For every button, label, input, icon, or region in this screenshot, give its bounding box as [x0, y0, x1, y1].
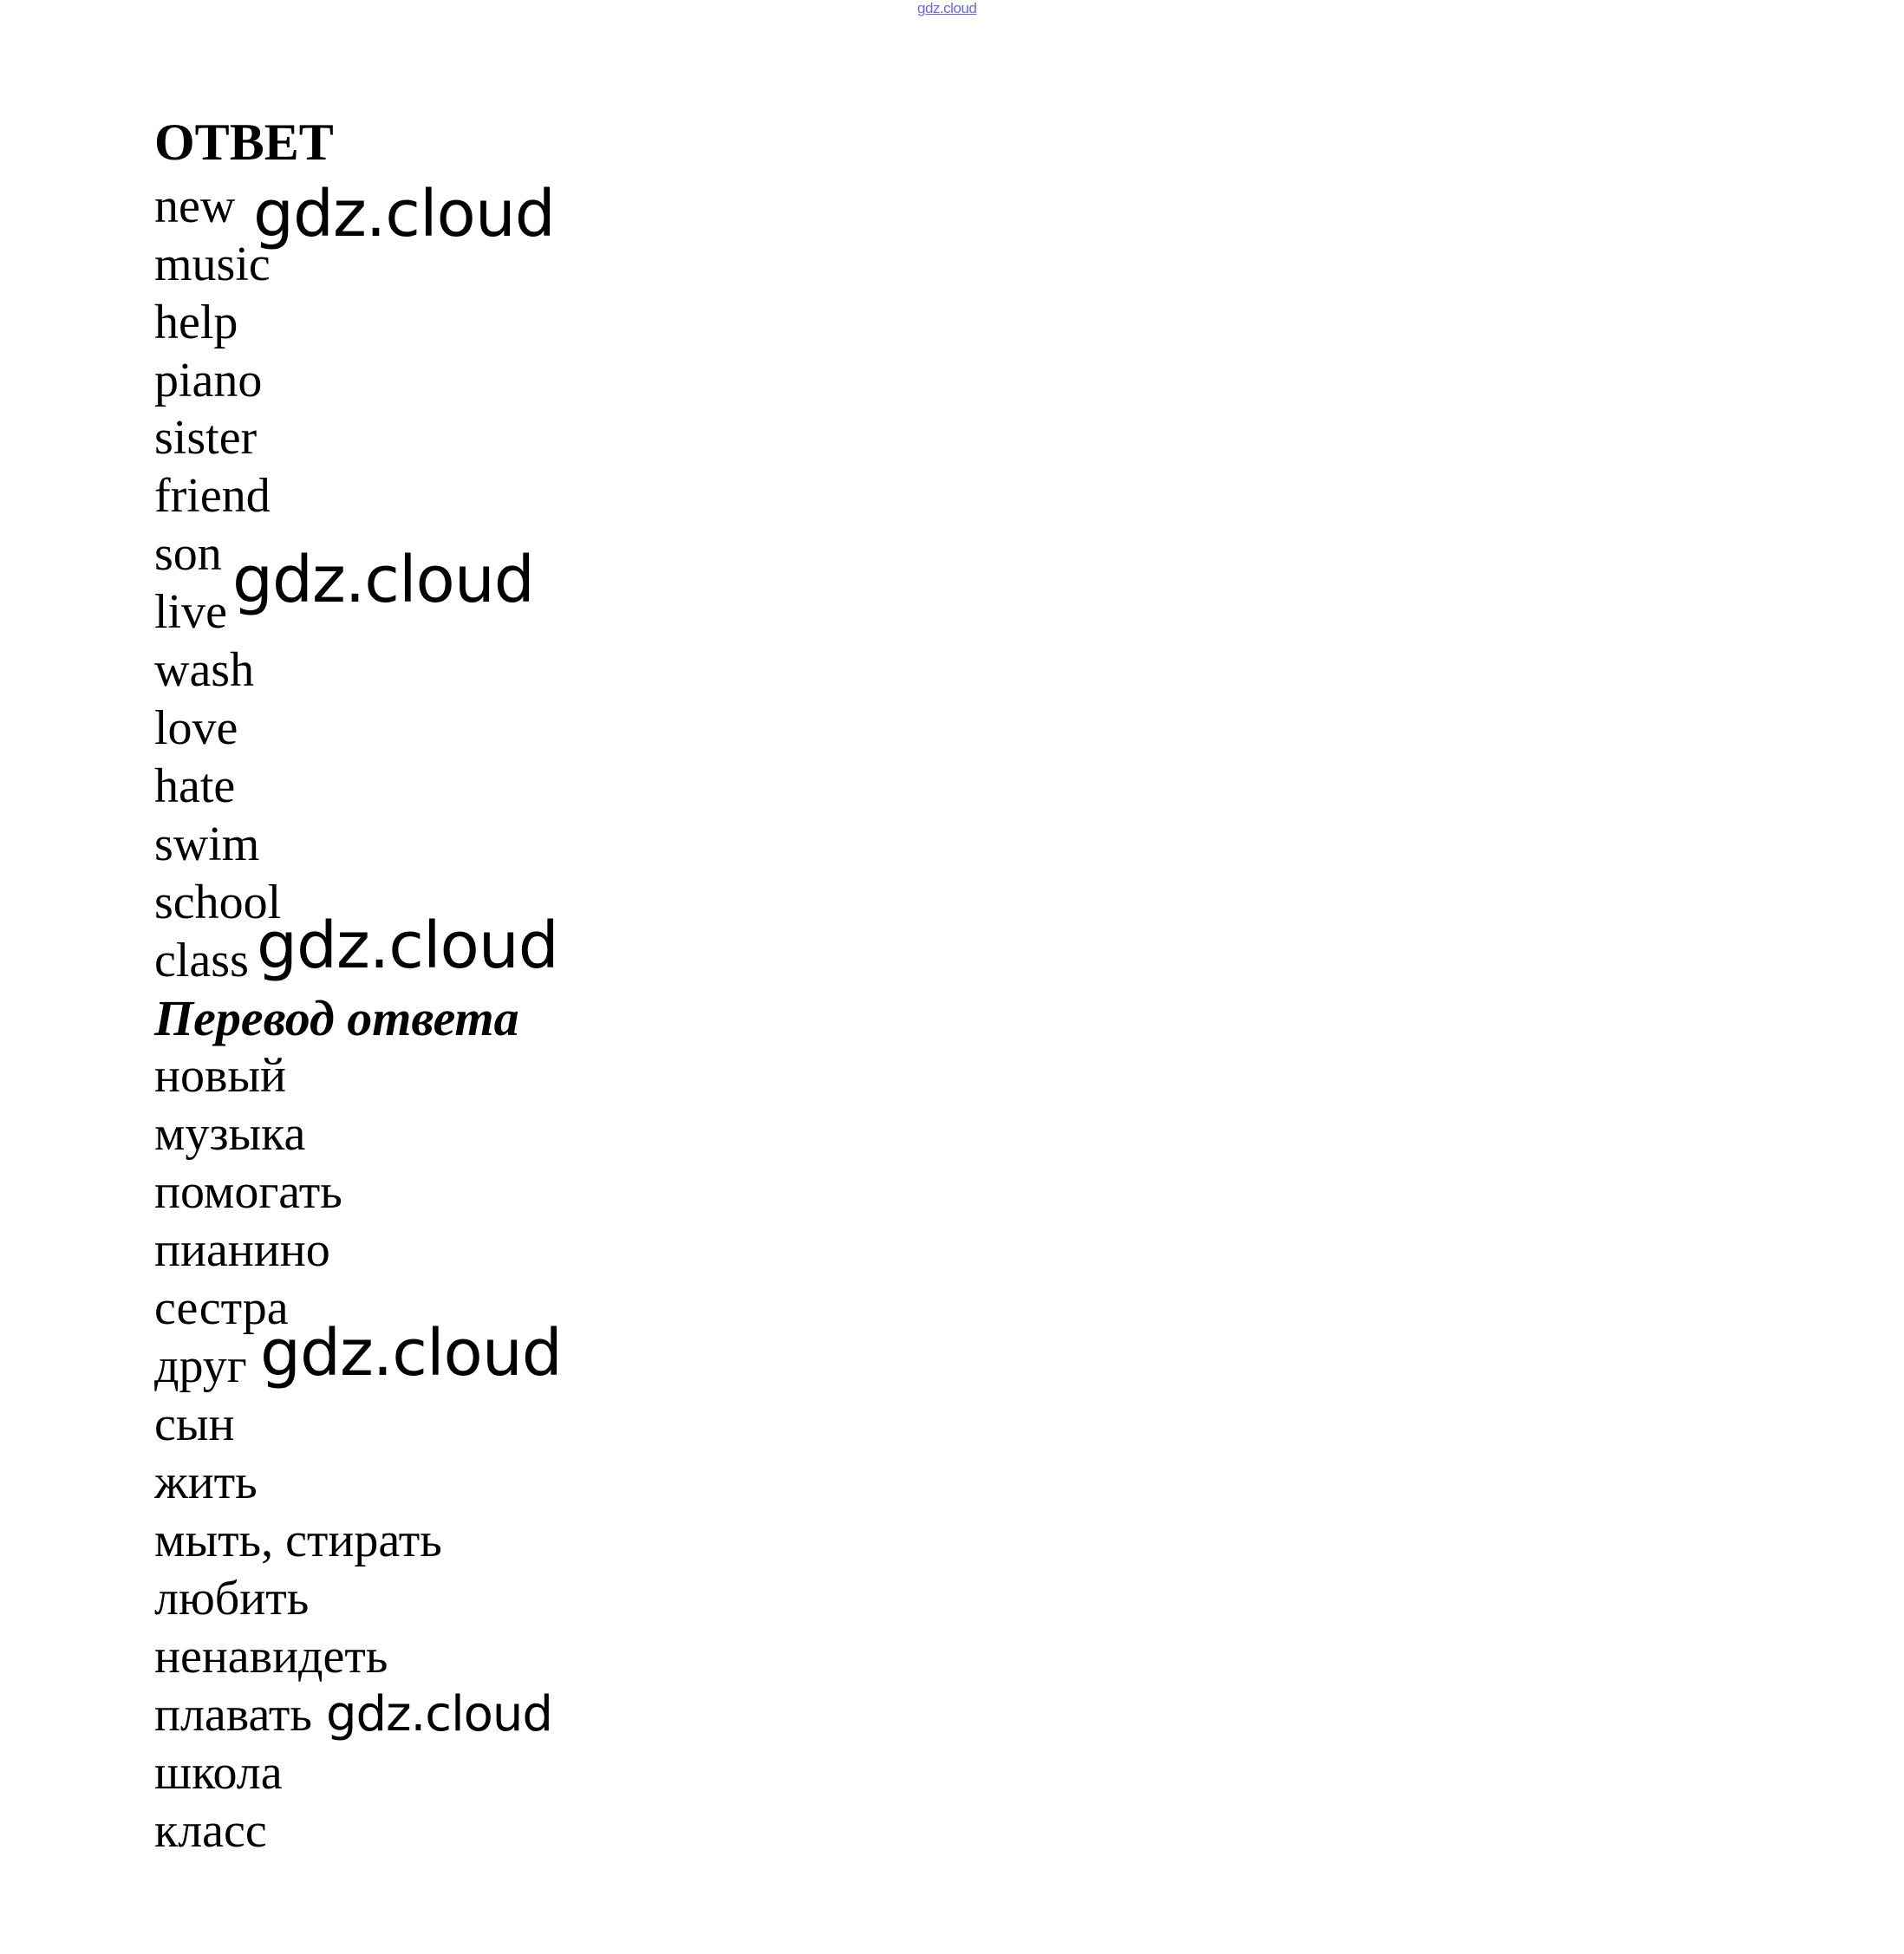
answer-word: wash	[154, 643, 255, 697]
watermark: gdz.cloud	[260, 1316, 562, 1391]
translation-word: класс	[154, 1804, 267, 1858]
translation-word: пианино	[154, 1223, 330, 1277]
translation-word: мыть, стирать	[154, 1514, 442, 1567]
answer-word: piano	[154, 354, 263, 407]
answer-word: sister	[154, 411, 258, 465]
translation-word: любить	[154, 1572, 310, 1625]
translation-word: жить	[154, 1456, 258, 1509]
site-link[interactable]: gdz.cloud	[917, 0, 977, 16]
answer-word: son	[154, 527, 222, 581]
translation-word: музыка	[154, 1107, 306, 1161]
answer-heading: ОТВЕТ	[154, 114, 334, 171]
translation-word: друг	[154, 1339, 247, 1393]
translation-heading: Перевод ответа	[154, 990, 519, 1046]
answer-word: swim	[154, 817, 260, 871]
translation-word: ненавидеть	[154, 1630, 388, 1684]
answer-word: help	[154, 296, 238, 349]
answer-word: hate	[154, 759, 236, 813]
translation-word: сестра	[154, 1281, 289, 1335]
translation-word: новый	[154, 1049, 287, 1103]
watermark: gdz.cloud	[232, 543, 534, 617]
watermark: gdz.cloud	[253, 177, 555, 251]
answer-word: music	[154, 238, 271, 291]
translation-word: школа	[154, 1746, 283, 1800]
answer-word: new	[154, 179, 236, 233]
watermark: gdz.cloud	[257, 909, 558, 983]
answer-word: class	[154, 934, 249, 987]
answer-word: friend	[154, 469, 271, 523]
answer-word: school	[154, 876, 282, 929]
answer-word: live	[154, 585, 227, 639]
answer-word: love	[154, 701, 238, 755]
translation-word: сын	[154, 1397, 235, 1451]
watermark: gdz.cloud	[326, 1686, 552, 1742]
translation-word: плавать	[154, 1688, 312, 1742]
translation-word: помогать	[154, 1165, 342, 1219]
